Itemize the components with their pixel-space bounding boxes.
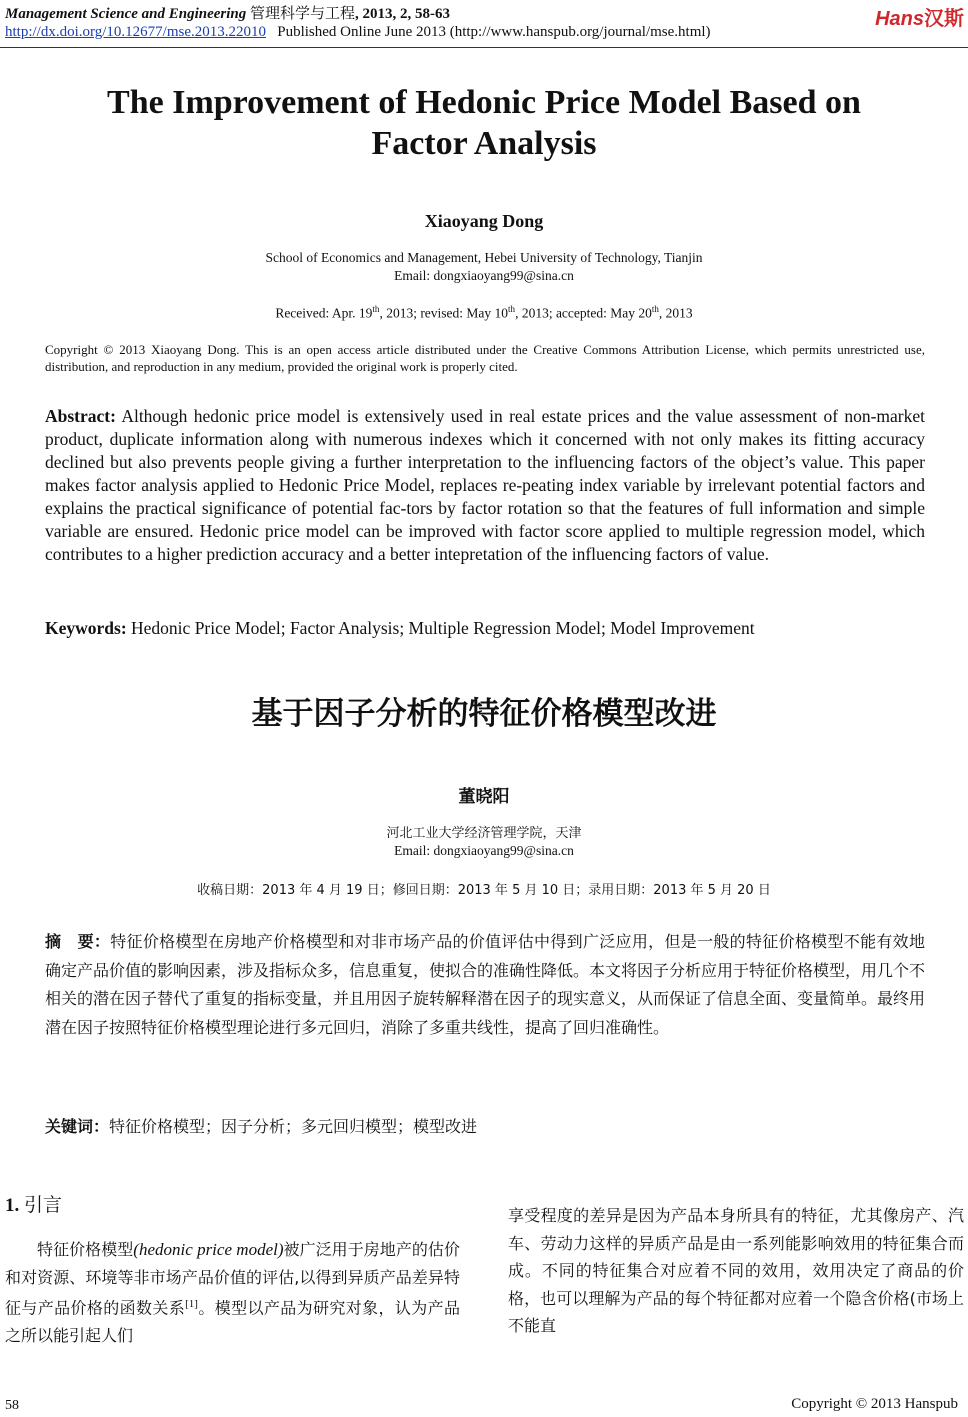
keywords <box>45 618 925 639</box>
revised-text: , 2013; revised: May 10 <box>379 305 509 321</box>
ordinal-suffix: th <box>651 304 659 314</box>
ordinal-suffix: th <box>372 304 380 314</box>
section-title: 引言 <box>24 1194 63 1216</box>
cn-email: Email: dongxiaoyang99@sina.cn <box>394 843 574 858</box>
author-name: Xiaoyang Dong <box>424 211 544 231</box>
copyright-notice: Copyright © 2013 Xiaoyang Dong. This is an open access article distributed under the Creative Commons Attribution License, which permits unrestricted use, distribution, and reproduction in any medium, provided the original work is properly cited. <box>45 342 925 374</box>
author-email: Email: dongxiaoyang99@sina.cn <box>394 268 574 283</box>
cn-abstract <box>45 928 925 1042</box>
journal-name-cn: 管理科学与工程 <box>250 6 356 22</box>
cn-keywords-text: 特征价格模型；因子分析；多元回归模型；模型改进 <box>109 1117 478 1136</box>
logo-latin: Hans <box>875 8 924 30</box>
body-left-column <box>5 1236 460 1349</box>
footer-copyright: Copyright © 2013 Hanspub <box>791 1396 958 1412</box>
abstract <box>45 405 925 566</box>
title-line-1: The Improvement of Hedonic Price Model Based on <box>107 84 861 121</box>
section-heading-1 <box>5 1190 62 1217</box>
received-text: Received: Apr. 19 <box>275 305 373 321</box>
abstract-label: Abstract: <box>45 406 116 426</box>
cn-title: 基于因子分析的特征价格模型改进 <box>251 696 717 732</box>
body-text-3: 。模型以产品为研究对象，认为产品之所以能引起人们 <box>5 1298 460 1345</box>
paper-title <box>0 82 968 164</box>
publication-line <box>5 24 711 41</box>
hans-logo <box>875 2 964 31</box>
body-right-column: 享受程度的差异是因为产品本身所具有的特征，尤其像房产、汽车、劳动力这样的异质产品是由一系列能影响效用的特征集合而成。不同的特征集合对应着不同的效用，效用决定了商品的价格，也可以理解为产品的每个特征都对应着一个隐含价格(市场上不能直 <box>508 1206 964 1335</box>
doi-link[interactable]: http://dx.doi.org/10.12677/mse.2013.22010 <box>5 24 266 40</box>
body-text-2: 被广泛用于房地产的估价和对资源、环境等非市场产品价值的评估,以得到异质产品差异特征与产品价格的函数关系 <box>5 1240 460 1318</box>
abstract-text: Although hedonic price model is extensively used in real estate prices and the value assessment of non-market product, duplicate information along with numerous indexes which it concerned with not only makes its fitting accuracy declined but also prevents people giving a further interpretation to the influencing factors of the object’s value. This paper makes factor analysis applied to Hedonic Price Model, replaces re-peating index variable by irrelevant potential factors and explains the practical significance of potential fac-tors by factor rotation so that the features of full information and simple variable are ensured. Hedonic price model can be improved with factor score applied to multiple regression model, which contributes to a higher prediction accuracy and a better intepretation of the influencing factors of value. <box>45 406 925 564</box>
section-number: 1. <box>5 1195 20 1216</box>
received-dates <box>0 304 968 322</box>
formula-hedonic: (hedonic price model) <box>133 1240 284 1259</box>
ordinal-suffix: th <box>508 304 516 314</box>
year-text: , 2013 <box>658 305 693 321</box>
cn-dates: 收稿日期：2013 年 4 月 19 日；修回日期：2013 年 5 月 10 日；录用日期：2013 年 5 月 20 日 <box>197 883 771 898</box>
body-text-1: 特征价格模型 <box>37 1240 134 1259</box>
accepted-text: , 2013; accepted: May 20 <box>515 305 652 321</box>
journal-header <box>5 2 450 23</box>
cn-abstract-text: 特征价格模型在房地产价格模型和对非市场产品的价值评估中得到广泛应用，但是一般的特征价格模型不能有效地确定产品价值的影响因素，涉及指标众多，信息重复，使拟合的准确性降低。本文将因子分析应用于特征价格模型，用几个不相关的潜在因子替代了重复的指标变量，并且用因子旋转解释潜在因子的现实意义，从而保证了信息全面、变量简单。最终用潜在因子按照特征价格模型理论进行多元回归，消除了多重共线性，提高了回归准确性。 <box>45 932 926 1037</box>
cn-keywords-label: 关键词： <box>45 1117 110 1136</box>
keywords-text: Hedonic Price Model; Factor Analysis; Multiple Regression Model; Model Improvement <box>131 618 755 638</box>
citation-ref[interactable]: [1] <box>185 1298 198 1310</box>
page-number: 58 <box>5 1398 19 1413</box>
published-online: Published Online June 2013 (http://www.hanspub.org/journal/mse.html) <box>277 24 711 40</box>
journal-name: Management Science and Engineering <box>5 6 247 22</box>
header-rule <box>0 47 968 48</box>
title-line-2: Factor Analysis <box>371 125 597 162</box>
cn-affiliation: 河北工业大学经济管理学院，天津 <box>386 826 582 841</box>
journal-volume: , 2013, 2, 58-63 <box>355 6 451 22</box>
affiliation: School of Economics and Management, Hebei University of Technology, Tianjin <box>265 250 703 265</box>
cn-keywords <box>45 1114 925 1137</box>
keywords-label: Keywords: <box>45 618 127 638</box>
cn-author: 董晓阳 <box>458 787 510 807</box>
logo-cn: 汉斯 <box>924 8 964 30</box>
cn-abstract-label: 摘 要： <box>45 932 111 951</box>
